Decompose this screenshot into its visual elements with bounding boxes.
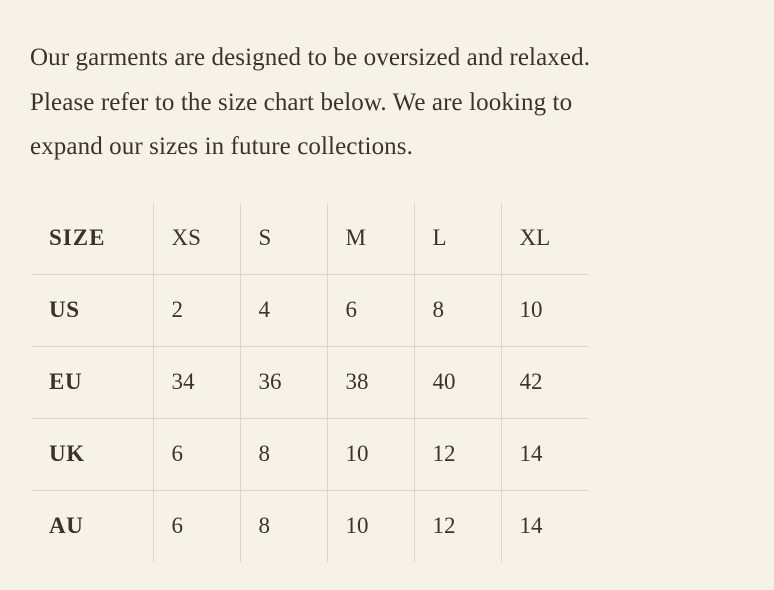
header-label-m: M: [345, 225, 366, 250]
table-cell: [414, 346, 501, 418]
table-row: [32, 274, 588, 346]
size-chart-table: [32, 203, 588, 562]
header-label-xl: XL: [519, 225, 551, 250]
cell-us-m: 6: [345, 297, 357, 322]
cell-uk-m: 10: [345, 441, 369, 466]
cell-us-xs: 2: [171, 297, 183, 322]
cell-au-l: 12: [432, 513, 456, 538]
table-row-label: [32, 490, 153, 562]
cell-us-s: 4: [258, 297, 270, 322]
cell-au-xl: 14: [519, 513, 543, 538]
table-cell: [153, 346, 240, 418]
intro-paragraph: [30, 36, 730, 170]
header-label-xs: XS: [171, 225, 201, 250]
table-header-cell: [32, 203, 153, 275]
row-label-eu: EU: [49, 369, 83, 394]
table-cell: [414, 418, 501, 490]
intro-line-2: Please refer to the size chart below. We are looking to: [30, 88, 573, 116]
table-row-label: [32, 418, 153, 490]
cell-au-s: 8: [258, 513, 270, 538]
table-header-cell: [414, 203, 501, 275]
cell-au-xs: 6: [171, 513, 183, 538]
table-cell: [240, 346, 327, 418]
cell-eu-xs: 34: [171, 369, 195, 394]
table-cell: [327, 490, 414, 562]
table-cell: [153, 274, 240, 346]
table-cell: [153, 490, 240, 562]
table-cell: [414, 274, 501, 346]
table-cell: [327, 418, 414, 490]
table-cell: [240, 274, 327, 346]
table-cell: [240, 490, 327, 562]
cell-eu-s: 36: [258, 369, 282, 394]
cell-uk-s: 8: [258, 441, 270, 466]
table-cell: [414, 490, 501, 562]
row-label-uk: UK: [49, 441, 85, 466]
table-cell: [501, 274, 588, 346]
cell-us-xl: 10: [519, 297, 543, 322]
table-row-label: [32, 274, 153, 346]
cell-us-l: 8: [432, 297, 444, 322]
table-header-cell: [240, 203, 327, 275]
table-header-row: [32, 203, 588, 275]
cell-au-m: 10: [345, 513, 369, 538]
table-cell: [327, 274, 414, 346]
row-label-au: AU: [49, 513, 84, 538]
table-row: [32, 490, 588, 562]
table-row-label: [32, 346, 153, 418]
cell-eu-xl: 42: [519, 369, 543, 394]
intro-line-3: expand our sizes in future collections.: [30, 133, 413, 160]
table-cell: [240, 418, 327, 490]
cell-eu-l: 40: [432, 369, 456, 394]
table-header-cell: [153, 203, 240, 275]
table-cell: [327, 346, 414, 418]
table-cell: [501, 490, 588, 562]
header-label-size: SIZE: [49, 225, 106, 250]
cell-uk-l: 12: [432, 441, 456, 466]
cell-eu-m: 38: [345, 369, 369, 394]
header-label-s: S: [258, 225, 272, 250]
table-row: [32, 418, 588, 490]
table-header-cell: [501, 203, 588, 275]
table-row: [32, 346, 588, 418]
cell-uk-xs: 6: [171, 441, 183, 466]
table-header-cell: [327, 203, 414, 275]
intro-line-1: Our garments are designed to be oversized and relaxed.: [30, 44, 591, 71]
header-label-l: L: [432, 225, 447, 250]
cell-uk-xl: 14: [519, 441, 543, 466]
row-label-us: US: [49, 297, 80, 322]
table-cell: [501, 346, 588, 418]
table-cell: [153, 418, 240, 490]
table-cell: [501, 418, 588, 490]
